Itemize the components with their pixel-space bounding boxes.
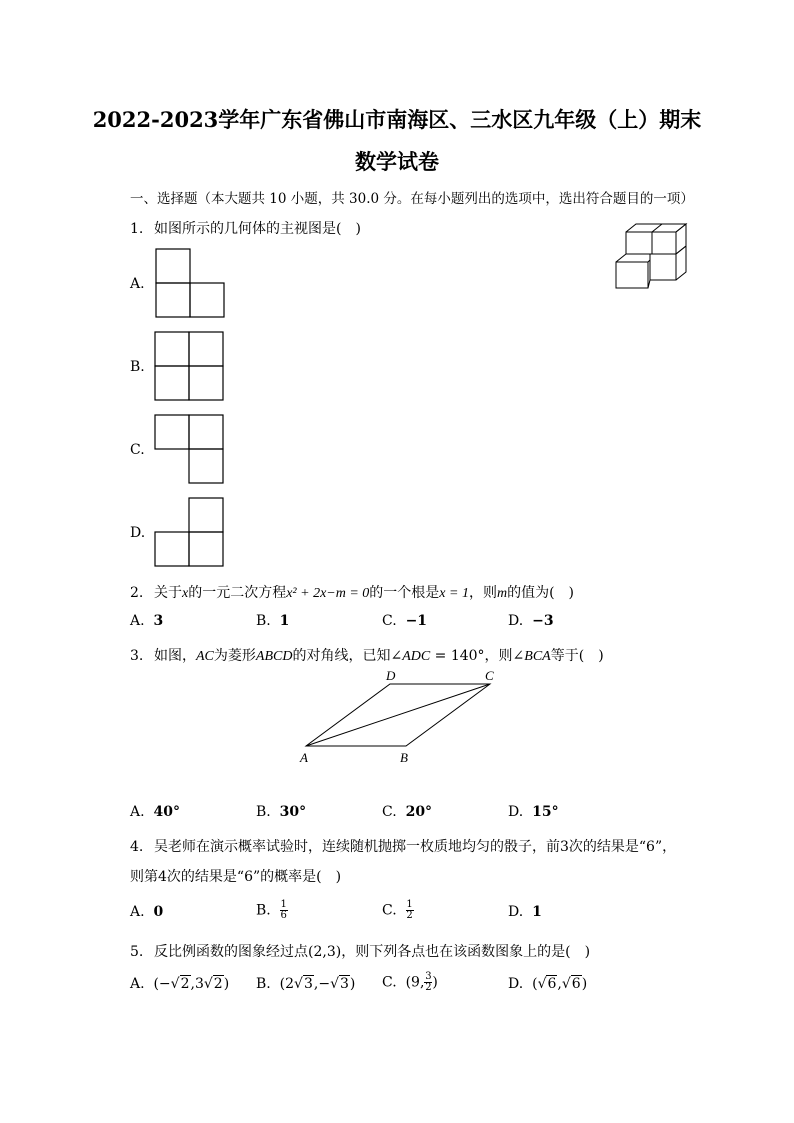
- q2-text: ，则: [468, 585, 497, 601]
- option-label: B.: [256, 902, 271, 919]
- option-label: B.: [256, 804, 271, 820]
- q3-text: = 140°，则∠: [430, 648, 525, 664]
- q1-option-b-label[interactable]: B.: [130, 359, 145, 375]
- option-value: 30°: [279, 804, 307, 820]
- q2-text: 的一个根是: [369, 585, 440, 601]
- fraction-denominator: 2: [406, 910, 413, 921]
- option-value: −1: [405, 613, 428, 629]
- q3-label-d: D: [386, 668, 396, 683]
- q2-text: 关于: [154, 585, 182, 601]
- q3-option-b[interactable]: [256, 804, 306, 820]
- fraction-denominator: 6: [280, 910, 287, 921]
- q5-option-c[interactable]: [382, 972, 438, 993]
- q4-option-d[interactable]: [508, 904, 542, 920]
- question-2: [130, 582, 574, 602]
- option-value: 20°: [405, 804, 433, 820]
- option-value: 3: [153, 613, 164, 629]
- fraction: [406, 900, 414, 921]
- q1-option-a-label[interactable]: A.: [130, 276, 145, 292]
- q2-root: x = 1: [439, 586, 469, 601]
- question-4-line1: [130, 836, 676, 856]
- fraction-denominator: 2: [425, 982, 432, 993]
- q5-text: 反比例函数的图象经过点(2,3)，则下列各点也在该函数图象上的是( ): [154, 944, 591, 960]
- option-label: C.: [382, 613, 397, 629]
- exam-title-line1: 2022-2023学年广东省佛山市南海区、三水区九年级（上）期末: [92, 107, 702, 132]
- question-5: [130, 941, 590, 961]
- option-label: C.: [382, 804, 397, 820]
- coord: ): [349, 976, 356, 992]
- q5-option-b[interactable]: B. (2√3,−√3): [256, 976, 356, 992]
- option-label: D.: [508, 904, 524, 920]
- radicand: 3: [303, 976, 313, 992]
- coord: ,−: [313, 976, 331, 992]
- option-label: D.: [508, 804, 524, 820]
- exam-title-line2: 数学试卷: [355, 149, 439, 174]
- option-label: A.: [130, 904, 145, 920]
- q4-text: 吴老师在演示概率试验时，连续随机抛掷一枚质地均匀的骰子，前3次的结果是“6”，: [154, 839, 677, 855]
- coord: (: [532, 976, 538, 992]
- question-4-line2: 则第4次的结果是“6”的概率是( ): [130, 869, 342, 885]
- q3-text: 等于( ): [550, 648, 604, 664]
- q2-option-c[interactable]: [382, 613, 427, 629]
- q1-option-b-figure[interactable]: [154, 331, 224, 401]
- option-value: 15°: [532, 804, 559, 820]
- q1-option-c-figure[interactable]: [154, 414, 224, 484]
- coord: (−: [153, 976, 171, 992]
- option-value: 1: [532, 904, 542, 920]
- q2-equation: x² + 2x−m = 0: [286, 586, 370, 601]
- q3-text: 如图，: [154, 648, 196, 664]
- radicand: 3: [339, 976, 349, 992]
- q3-text: 为菱形: [213, 648, 256, 664]
- q3-label-b: B: [400, 750, 408, 765]
- fraction-numerator: 1: [406, 899, 413, 910]
- radicand: 6: [547, 976, 557, 992]
- q2-text: 的值为( ): [507, 585, 575, 601]
- q3-ac: AC: [196, 649, 214, 664]
- q3-text: 的对角线，已知∠: [292, 648, 403, 664]
- question-number: 2.: [130, 585, 144, 601]
- q2-var-m: m: [496, 586, 508, 601]
- q3-adc: ADC: [402, 649, 431, 664]
- question-number: 4.: [130, 839, 144, 855]
- q1-option-d-figure[interactable]: [154, 497, 224, 567]
- option-label: B.: [256, 976, 271, 992]
- question-3: [130, 645, 604, 665]
- option-value: 0: [153, 904, 164, 920]
- q1-option-c-label[interactable]: C.: [130, 442, 145, 458]
- q2-var-x: x: [182, 586, 189, 601]
- q2-option-d[interactable]: [508, 613, 554, 629]
- option-label: C.: [382, 974, 397, 991]
- option-label: C.: [382, 902, 397, 919]
- coord: ,: [557, 976, 562, 992]
- option-value: −3: [532, 613, 554, 629]
- question-text: 如图所示的几何体的主视图是( ): [154, 221, 361, 237]
- option-label: B.: [256, 613, 271, 629]
- question-number: 1.: [130, 221, 144, 237]
- option-label: D.: [508, 976, 524, 992]
- fraction: [280, 900, 288, 921]
- q3-option-d[interactable]: [508, 804, 559, 820]
- q4-option-a[interactable]: [130, 904, 163, 920]
- coord: (2: [279, 976, 295, 992]
- coord: (9,: [405, 974, 425, 991]
- q5-option-a[interactable]: A. (−√2,3√2): [130, 976, 230, 992]
- coord: ): [223, 976, 230, 992]
- q1-solid-figure: [614, 218, 694, 290]
- option-label: A.: [130, 976, 145, 992]
- q4-option-b[interactable]: [256, 900, 288, 921]
- q4-option-c[interactable]: [382, 900, 414, 921]
- q3-option-a[interactable]: [130, 804, 180, 820]
- q3-abcd: ABCD: [255, 649, 293, 664]
- q3-label-a: A: [300, 750, 308, 765]
- q2-text: 的一元二次方程: [188, 585, 287, 601]
- section-header: 一、选择题（本大题共 10 小题，共 30.0 分。在每小题列出的选项中，选出符合题目的一项）: [130, 191, 694, 207]
- question-number: 3.: [130, 648, 144, 664]
- q3-option-c[interactable]: [382, 804, 432, 820]
- q3-bca: BCA: [524, 649, 551, 664]
- radicand: 2: [213, 976, 223, 992]
- fraction-numerator: 3: [425, 971, 432, 982]
- option-value: 40°: [153, 804, 180, 820]
- option-label: A.: [130, 613, 145, 629]
- q2-option-b[interactable]: [256, 613, 289, 629]
- q5-option-d[interactable]: D. (√6,√6): [508, 976, 588, 992]
- coord: ,3: [190, 976, 204, 992]
- coord: ): [432, 974, 438, 991]
- option-label: A.: [130, 804, 145, 820]
- q1-option-a-figure[interactable]: [155, 248, 225, 318]
- radicand: 2: [180, 976, 190, 992]
- option-value: 1: [279, 613, 290, 629]
- radicand: 6: [571, 976, 581, 992]
- q1-option-d-label[interactable]: D.: [130, 525, 146, 541]
- coord: ): [581, 976, 588, 992]
- fraction-numerator: 1: [280, 899, 287, 910]
- question-1: [130, 218, 361, 238]
- option-label: D.: [508, 613, 524, 629]
- q2-option-a[interactable]: [130, 613, 163, 629]
- q3-label-c: C: [485, 668, 494, 683]
- question-number: 5.: [130, 944, 144, 960]
